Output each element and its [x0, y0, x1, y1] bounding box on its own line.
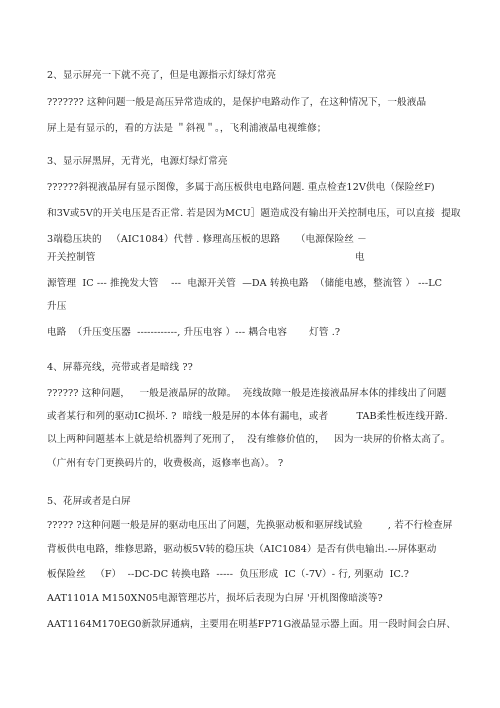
section-3-line-5: 源管理 IC --- 推挽发大管 --- 电源开关管 —DA 转换电路 （储能电感，整流管 ） ---LC — [47, 278, 443, 289]
section-4-line-2: 或者某行和列的驱动IC损坏. ? 暗线一般是屏的本体有漏电，或者 TAB柔性板连线开路. — [47, 411, 448, 422]
section-4-line-3: 以上两种问题基本上就是给机器判了死刑了， 没有维修价值的， 因为一块屏的价格太高了。 — [47, 434, 451, 445]
section-3-line-1: ??????斜视液晶屏有显示图像，多属于高压板供电电路问题. 重点检查12V供电（保险丝F) — [47, 182, 435, 193]
section-2-heading: 2、显示屏亮一下就不亮了，但是电源指示灯绿灯常亮 — [47, 70, 277, 81]
section-3-line-7: 电路 （升压变压器 ------------, 升压电容 ）--- 耦合电容 灯管 .? — [47, 327, 341, 338]
section-5-line-1: ????? ?这种问题一般是屏的驱动电压出了问题，先换驱动板和驱屏线试验 , 若不行检查屏 — [47, 520, 453, 531]
section-3-heading: 3、显示屏黑屏，无背光，电源灯绿灯常亮 — [47, 156, 228, 167]
section-5-line-5: AAT1164M170EG0新款屏通病，主要用在明基FP71G液晶显示器上面。用一段时间会白屏、 — [47, 619, 457, 630]
section-5-line-3: 板保险丝 （F） --DC-DC 转换电路 ----- 负压形成 IC（-7V）- 行, 列驱动 IC.? — [47, 569, 409, 580]
section-5-line-4: AAT1101A M150XN05电源管理芯片，损坏后表现为白屏 '开机图像暗淡等? — [47, 593, 383, 604]
section-3-line-4: 开关控制管 — [47, 252, 96, 263]
section-3-line-6: 升压 — [47, 301, 67, 312]
section-2-line-1: ??????? 这种问题一般是高压异常造成的，是保护电路动作了，在这种情况下，一般液晶 — [47, 97, 427, 108]
section-5-line-2: 背板供电电路，维修思路，驱动板5V转的稳压块（AIC1084）是否有供电输出.---屏体驱动 — [47, 544, 437, 555]
section-5-heading: 5、花屏或者是白屏 — [47, 496, 131, 507]
section-4-line-4: （广州有专门更换码片的，收费极高，返修率也高）。 ? — [47, 458, 284, 469]
section-2-line-2: 屏上是有显示的，看的方法是 ＂斜视＂。，飞利浦液晶电视维修； — [47, 123, 327, 134]
section-4-line-1: ?????? 这种问题， 一般是液晶屏的故障。 亮线故障一般是连接液晶屏本体的排线出了问题 — [47, 388, 447, 399]
section-3-line-3: 3端稳压块的 （AIC1084）代替 . 修理高压板的思路 （电源保险丝 － — [47, 234, 367, 245]
section-4-heading: 4、屏幕亮线，亮带或者是暗线 ?? — [47, 362, 193, 373]
section-3-line-4-right: 电 — [355, 252, 365, 263]
section-3-line-2: 和3V或5V的开关电压是否正常. 若是因为MCU］题造成没有输出开关控制电压，可以直接 提取 — [47, 208, 461, 219]
